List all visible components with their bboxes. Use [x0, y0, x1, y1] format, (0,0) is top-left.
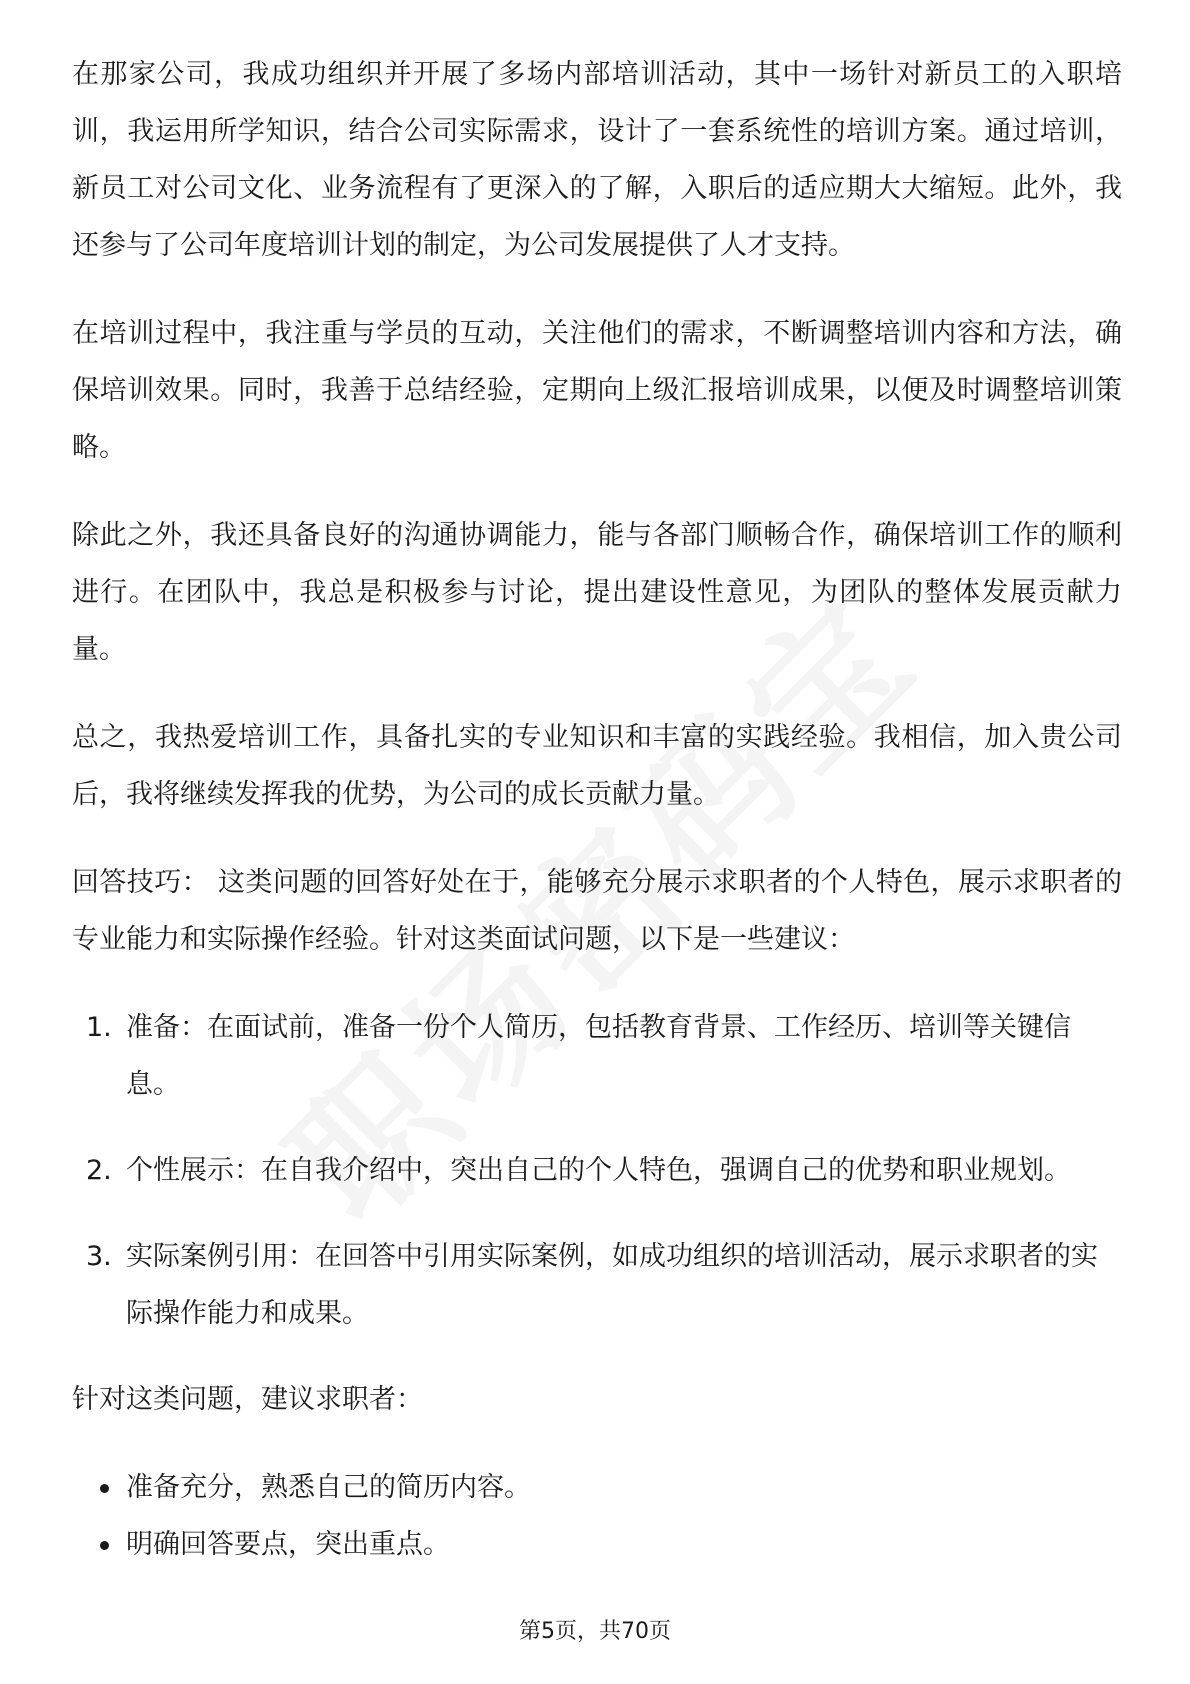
bullet-item-text: 准备充分，熟悉自己的简历内容。 — [126, 1472, 531, 1503]
list-number: 1. — [86, 1012, 112, 1043]
list-item — [72, 1142, 1122, 1199]
paragraph-answer-tips: 回答技巧： 这类问题的回答好处在于，能够充分展示求职者的个人特色，展示求职者的专业能力和实际操作经验。针对这类面试问题，以下是一些建议： — [72, 867, 1122, 955]
paragraph-summary: 总之，我热爱培训工作，具备扎实的专业知识和丰富的实践经验。我相信，加入贵公司后，我将继续发挥我的优势，为公司的成长贡献力量。 — [72, 722, 1122, 810]
document-body — [72, 46, 1122, 1573]
bullet-item-text: 明确回答要点，突出重点。 — [126, 1529, 450, 1560]
paragraph-communication: 除此之外，我还具备良好的沟通协调能力，能与各部门顺畅合作，确保培训工作的顺利进行。在团队中，我总是积极参与讨论，提出建设性意见，为团队的整体发展贡献力量。 — [72, 520, 1122, 665]
list-number: 2. — [86, 1155, 112, 1186]
bullet-dot-icon — [100, 1541, 109, 1550]
tips-numbered-list — [72, 999, 1122, 1342]
paragraph-training-process: 在培训过程中，我注重与学员的互动，关注他们的需求，不断调整培训内容和方法，确保培训效果。同时，我善于总结经验，定期向上级汇报培训成果，以便及时调整培训策略。 — [72, 318, 1122, 463]
bullet-dot-icon — [100, 1484, 109, 1493]
list-item — [72, 1228, 1122, 1342]
bullet-item — [72, 1516, 1122, 1573]
list-item-text: 个性展示：在自我介绍中，突出自己的个人特色，强调自己的优势和职业规划。 — [126, 1155, 1071, 1186]
page-footer: 第5页，共70页 — [519, 1619, 671, 1644]
advice-bullet-list — [72, 1459, 1122, 1573]
list-item-text: 实际案例引用：在回答中引用实际案例，如成功组织的培训活动，展示求职者的实际操作能力和成果。 — [126, 1241, 1098, 1329]
bullet-item — [72, 1459, 1122, 1516]
advice-intro: 针对这类问题，建议求职者： — [72, 1384, 423, 1415]
list-item — [72, 999, 1122, 1113]
paragraph-company-training: 在那家公司，我成功组织并开展了多场内部培训活动，其中一场针对新员工的入职培训，我运用所学知识，结合公司实际需求，设计了一套系统性的培训方案。通过培训，新员工对公司文化、业务流程有了更深入的了解，入职后的适应期大大缩短。此外，我还参与了公司年度培训计划的制定，为公司发展提供了人才支持。 — [72, 59, 1122, 261]
list-number: 3. — [86, 1241, 112, 1272]
list-item-text: 准备：在面试前，准备一份个人简历，包括教育背景、工作经历、培训等关键信息。 — [126, 1012, 1071, 1100]
